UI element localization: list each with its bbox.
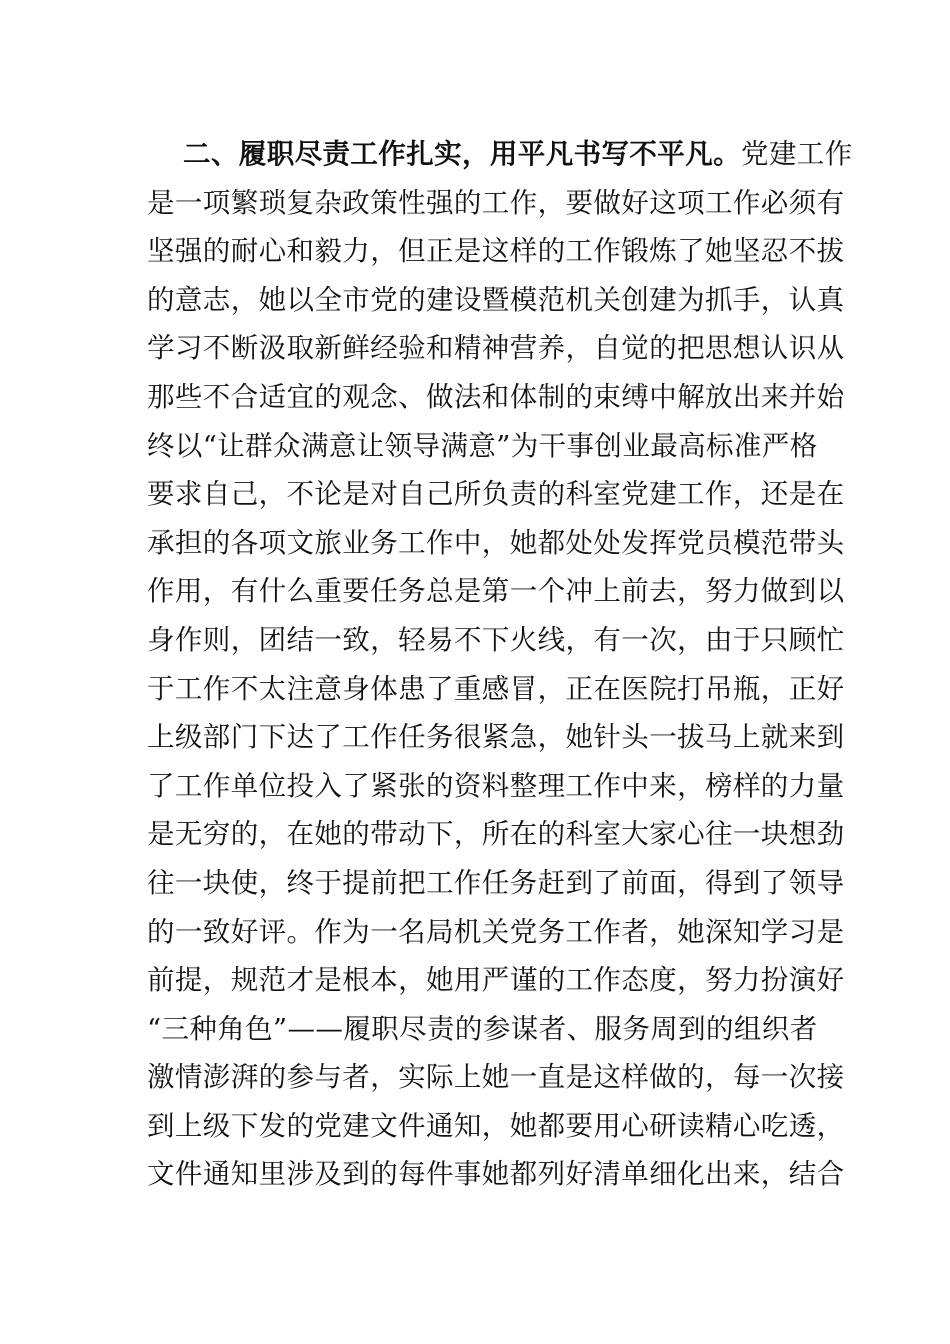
text-line: 是一项繁琐复杂政策性强的工作，要做好这项工作必须有 <box>147 186 845 219</box>
text-line: 学习不断汲取新鲜经验和精神营养，自觉的把思想认识从 <box>147 332 845 365</box>
text-line: 要求自己，不论是对自己所负责的科室党建工作，还是在 <box>147 478 845 511</box>
text-line: 往一块使，终于提前把工作任务赶到了前面，得到了领导 <box>147 866 845 899</box>
text-line: “三种角色”——履职尽责的参谋者、服务周到的组织者 <box>147 1012 818 1045</box>
body-paragraph <box>147 130 853 1199</box>
text-line: 的一致好评。作为一名局机关党务工作者，她深知学习是 <box>147 915 845 948</box>
text-line: 终以“让群众满意让领导满意”为干事创业最高标准严格 <box>147 429 818 462</box>
text-line: 前提，规范才是根本，她用严谨的工作态度，努力扮演好 <box>147 964 845 997</box>
text-line: 文件通知里涉及到的每件事她都列好清单细化出来，结合 <box>147 1158 845 1191</box>
section-heading: 二、履职尽责工作扎实，用平凡书写不平凡。 <box>183 138 741 170</box>
text-line: 坚强的耐心和毅力，但正是这样的工作锻炼了她坚忍不拔 <box>147 235 845 268</box>
text-line: 于工作不太注意身体患了重感冒，正在医院打吊瓶，正好 <box>147 672 845 705</box>
text-line: 作用，有什么重要任务总是第一个冲上前去，努力做到以 <box>147 575 845 608</box>
text-line: 承担的各项文旅业务工作中，她都处处发挥党员模范带头 <box>147 526 845 559</box>
text-line: 那些不合适宜的观念、做法和体制的束缚中解放出来并始 <box>147 380 845 413</box>
text-line: 到上级下发的党建文件通知，她都要用心研读精心吃透， <box>147 1109 845 1142</box>
text-line: 激情澎湃的参与者，实际上她一直是这样做的，每一次接 <box>147 1061 845 1094</box>
text-line: 是无穷的，在她的带动下，所在的科室大家心往一块想劲 <box>147 818 845 851</box>
text-line: 上级部门下达了工作任务很紧急，她针头一拔马上就来到 <box>147 721 845 754</box>
text-line: 身作则，团结一致，轻易不下火线，有一次，由于只顾忙 <box>147 623 845 656</box>
text-line: 了工作单位投入了紧张的资料整理工作中来，榜样的力量 <box>147 769 845 802</box>
paragraph-first-line <box>147 130 853 179</box>
first-line-text: 党建工作 <box>741 138 853 170</box>
text-line: 的意志，她以全市党的建设暨模范机关创建为抓手，认真 <box>147 283 845 316</box>
